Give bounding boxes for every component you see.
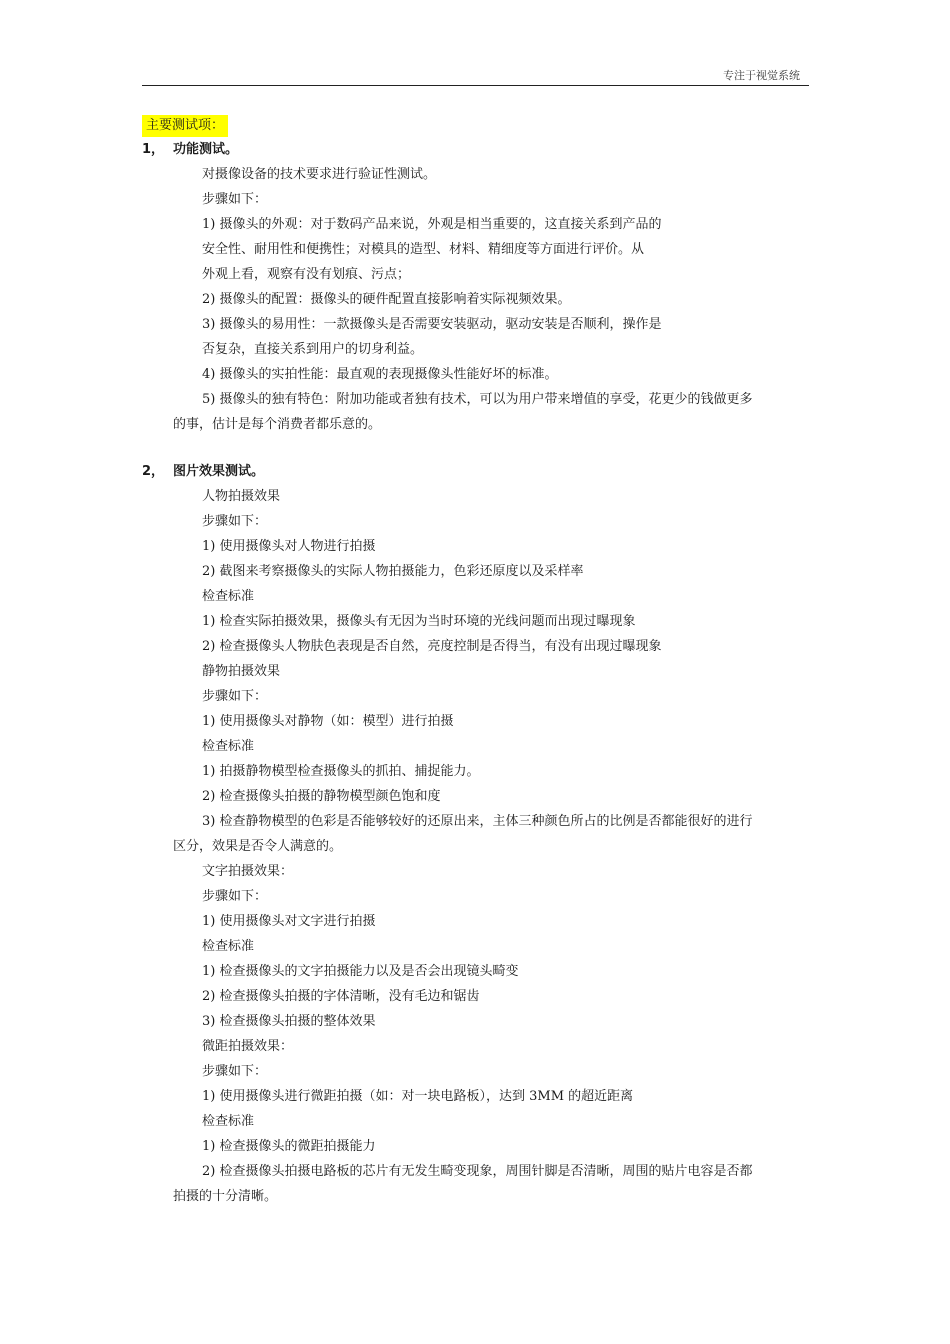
page-header-title: 专注于视觉系统: [723, 69, 800, 82]
text-line: 1) 使用摄像头对文字进行拍摄: [202, 914, 376, 929]
text-line: 1) 使用摄像头对静物（如：模型）进行拍摄: [202, 714, 454, 729]
text-line: 2) 检查摄像头人物肤色表现是否自然，亮度控制是否得当，有没有出现过曝现象: [202, 639, 662, 654]
text-line: 检查标准: [202, 739, 255, 754]
text-line: 静物拍摄效果: [202, 664, 281, 679]
section-number: 2，: [142, 464, 165, 479]
text-line: 步骤如下：: [202, 514, 268, 529]
section-heading: [142, 137, 812, 162]
text-line: 1) 使用摄像头进行微距拍摄（如：对一块电路板），达到 3MM 的超近距离: [202, 1089, 634, 1104]
section-title: 图片效果测试。: [173, 464, 265, 479]
text-line: 人物拍摄效果: [202, 489, 281, 504]
text-line: 1) 摄像头的外观：对于数码产品来说，外观是相当重要的，这直接关系到产品的: [202, 217, 662, 232]
text-line: 步骤如下：: [202, 1064, 268, 1079]
highlighted-intro-label: 主要测试项：: [142, 115, 228, 137]
text-line: 1) 使用摄像头对人物进行拍摄: [202, 539, 376, 554]
text-line: 2) 检查摄像头拍摄的字体清晰，没有毛边和锯齿: [202, 989, 480, 1004]
section-2: [142, 459, 812, 1209]
intro-label-row: [142, 114, 812, 137]
section-title: 功能测试。: [173, 142, 239, 157]
text-line: 2) 截图来考察摄像头的实际人物拍摄能力，色彩还原度以及采样率: [202, 564, 584, 579]
text-line: 2) 摄像头的配置：摄像头的硬件配置直接影响着实际视频效果。: [202, 292, 571, 307]
text-line: 1) 拍摄静物模型检查摄像头的抓拍、捕捉能力。: [202, 764, 480, 779]
text-line: 对摄像设备的技术要求进行验证性测试。: [202, 167, 437, 182]
text-line: 1) 检查实际拍摄效果，摄像头有无因为当时环境的光线问题而出现过曝现象: [202, 614, 636, 629]
text-line: 安全性、耐用性和便携性；对模具的造型、材料、精细度等方面进行评价。从: [202, 242, 645, 257]
text-line: 文字拍摄效果：: [202, 864, 294, 879]
text-line: 步骤如下：: [202, 192, 268, 207]
section-1: [142, 137, 812, 437]
header-divider: [142, 85, 809, 86]
text-line: 外观上看，观察有没有划痕、污点；: [202, 267, 411, 282]
section-spacer: [142, 437, 812, 459]
text-line: 3) 检查摄像头拍摄的整体效果: [202, 1014, 376, 1029]
text-line: 微距拍摄效果：: [202, 1039, 294, 1054]
text-line: 步骤如下：: [202, 689, 268, 704]
text-line: 2) 检查摄像头拍摄电路板的芯片有无发生畸变现象，周围针脚是否清晰，周围的贴片电容是否都: [202, 1164, 753, 1179]
text-line: 步骤如下：: [202, 889, 268, 904]
text-line: 检查标准: [202, 1114, 255, 1129]
text-line: 5) 摄像头的独有特色：附加功能或者独有技术，可以为用户带来增值的享受，花更少的钱做更多: [202, 392, 753, 407]
sections-container: [142, 137, 812, 1209]
document-body: [142, 114, 812, 1209]
text-line: 1) 检查摄像头的微距拍摄能力: [202, 1139, 376, 1154]
text-line: 区分，效果是否令人满意的。: [173, 839, 343, 854]
text-line: 检查标准: [202, 939, 255, 954]
text-line: 否复杂，直接关系到用户的切身利益。: [202, 342, 424, 357]
text-line: 3) 检查静物模型的色彩是否能够较好的还原出来，主体三种颜色所占的比例是否都能很好的进行: [202, 814, 753, 829]
text-line: 3) 摄像头的易用性：一款摄像头是否需要安装驱动，驱动安装是否顺利，操作是: [202, 317, 662, 332]
text-line: 1) 检查摄像头的文字拍摄能力以及是否会出现镜头畸变: [202, 964, 519, 979]
section-number: 1，: [142, 142, 165, 157]
text-line: 检查标准: [202, 589, 255, 604]
text-line: 4) 摄像头的实拍性能：最直观的表现摄像头性能好坏的标准。: [202, 367, 558, 382]
text-line: 的事，估计是每个消费者都乐意的。: [173, 417, 382, 432]
text-line: 2) 检查摄像头拍摄的静物模型颜色饱和度: [202, 789, 441, 804]
section-heading: [142, 459, 812, 484]
text-line: 拍摄的十分清晰。: [173, 1189, 278, 1204]
